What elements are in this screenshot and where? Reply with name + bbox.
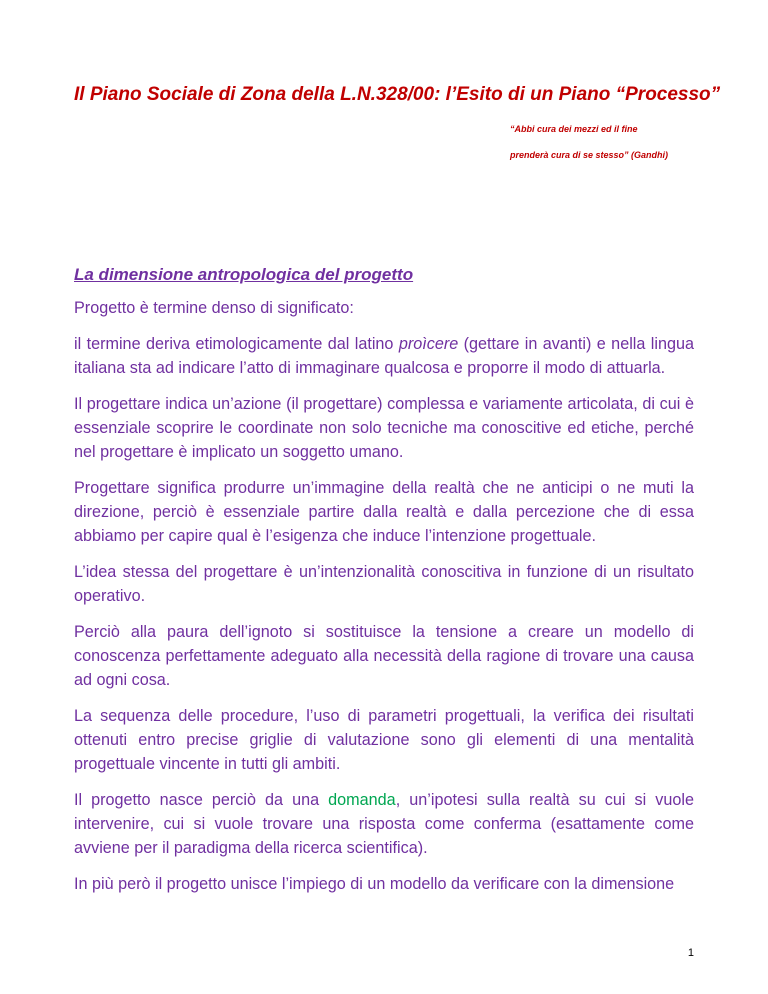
paragraph-6: Perciò alla paura dell’ignoto si sostituisce la tensione a creare un modello di conoscenza perfettamente adeguato alla necessità della ragione di trovare una causa ad ogni cosa. [74, 623, 694, 689]
paragraph-9: In più però il progetto unisce l’impiego di un modello da verificare con la dimensione [74, 875, 675, 893]
paragraph-2-end: (gettare in avanti) e nella lingua italiana sta ad indicare l’atto di immaginare qualcosa e proporre il modo di attuarla. [74, 335, 694, 377]
paragraph-5: L’idea stessa del progettare è un’intenzionalità conoscitiva in funzione di un risultato operativo. [74, 563, 694, 605]
paragraph-1: Progetto è termine denso di significato: [74, 299, 354, 317]
paragraph-7: La sequenza delle procedure, l’uso di parametri progettuali, la verifica dei risultati ottenuti entro precise griglie di valutazione sono gli elementi di una mentalità progettuale vincente in tutti gli ambiti. [74, 707, 694, 773]
paragraph-8-start: Il progetto nasce perciò da una [74, 791, 329, 809]
epigraph-line-1: “Abbi cura dei mezzi ed il fine [510, 124, 638, 134]
paragraph-4: Progettare significa produrre un’immagine della realtà che ne anticipi o ne muti la direzione, perciò è essenziale partire dalla realtà e dalla percezione che di essa abbiamo per capire qual è l’esigenza che induce l’intenzione progettuale. [74, 479, 694, 545]
paragraph-2 [74, 332, 694, 380]
body-text [74, 296, 694, 908]
highlighted-word: domanda [328, 791, 396, 809]
paragraph-8 [74, 788, 694, 860]
section-heading: La dimensione antropologica del progetto [74, 265, 414, 284]
epigraph-quote [510, 122, 730, 174]
latin-term: proìcere [398, 335, 459, 353]
document-title: Il Piano Sociale di Zona della L.N.328/00: l’Esito di un Piano “Processo” [74, 84, 721, 105]
paragraph-3: Il progettare indica un’azione (il progettare) complessa e variamente articolata, di cui è essenziale scoprire le coordinate non solo tecniche ma conoscitive ed etiche, perché nel progettare è implicato un soggetto umano. [74, 395, 694, 461]
paragraph-8-end: , un’ipotesi sulla realtà su cui si vuole intervenire, cui si vuole trovare una risposta come conferma (esattamente come avviene per il paradigma della ricerca scientifica). [74, 791, 694, 857]
epigraph-line-2: prenderà cura di se stesso” (Gandhi) [510, 150, 669, 160]
page-number: 1 [687, 947, 694, 959]
paragraph-2-start: il termine deriva etimologicamente dal latino [74, 335, 399, 353]
